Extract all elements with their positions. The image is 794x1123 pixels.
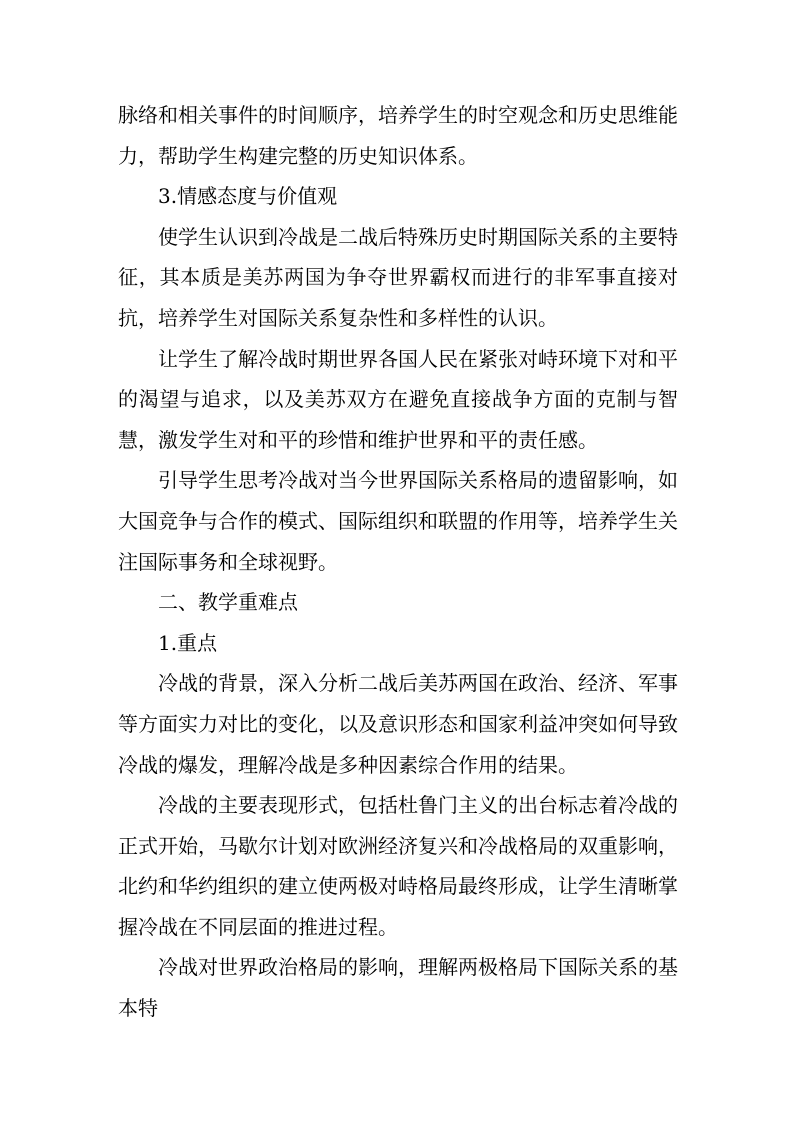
subsection-heading-key-points: 1.重点: [158, 630, 218, 655]
paragraph: 冷战的主要表现形式，包括杜鲁门主义的出台标志着冷战的正式开始，马歇尔计划对欧洲经济复兴和冷战格局的双重影响，北约和华约组织的建立使两极对峙格局最终形成，让学生清晰掌握冷战在不同层面的推进过程。: [118, 793, 678, 939]
document-body: [118, 95, 678, 1029]
section-heading-emotion-values: 3.情感态度与价值观: [158, 184, 338, 209]
section-heading-key-difficult-points: 二、教学重难点: [158, 590, 298, 615]
paragraph: 使学生认识到冷战是二战后特殊历史时期国际关系的主要特征，其本质是美苏两国为争夺世界霸权而进行的非军事直接对抗，培养学生对国际关系复杂性和多样性的认识。: [118, 224, 678, 330]
paragraph: 让学生了解冷战时期世界各国人民在紧张对峙环境下对和平的渴望与追求，以及美苏双方在避免直接战争方面的克制与智慧，激发学生对和平的珍惜和维护世界和平的责任感。: [118, 346, 678, 452]
paragraph: 冷战对世界政治格局的影响，理解两极格局下国际关系的基本特: [118, 955, 678, 1021]
paragraph-continuation: 脉络和相关事件的时间顺序，培养学生的时空观念和历史思维能力，帮助学生构建完整的历史知识体系。: [118, 103, 678, 168]
paragraph: 引导学生思考冷战对当今世界国际关系格局的遗留影响，如大国竞争与合作的模式、国际组织和联盟的作用等，培养学生关注国际事务和全球视野。: [118, 468, 678, 574]
paragraph: 冷战的背景，深入分析二战后美苏两国在政治、经济、军事等方面实力对比的变化，以及意识形态和国家利益冲突如何导致冷战的爆发，理解冷战是多种因素综合作用的结果。: [118, 671, 678, 777]
